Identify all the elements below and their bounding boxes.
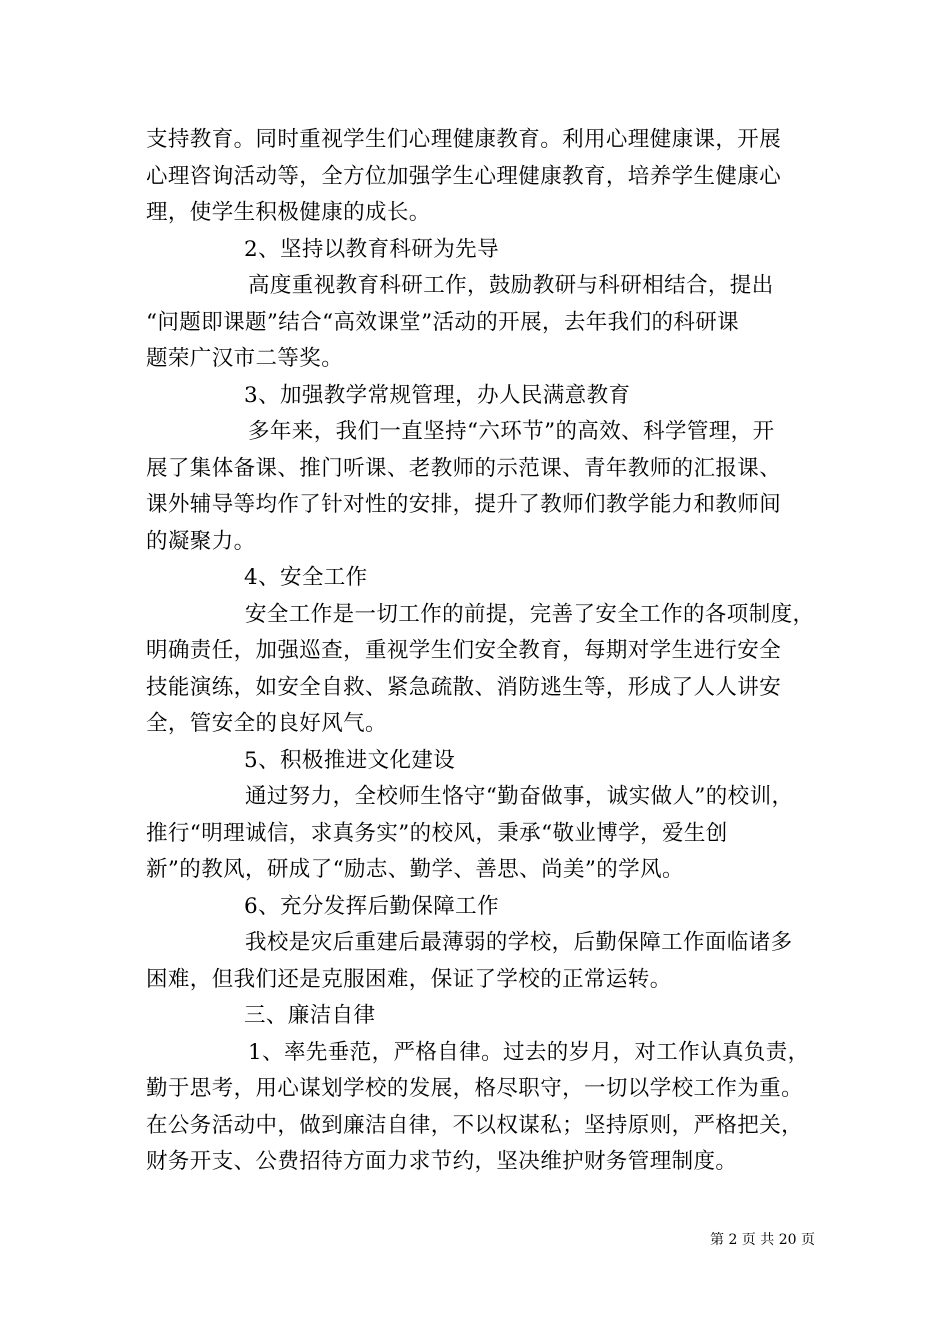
text-line: 课外辅导等均作了针对性的安排，提升了教师们教学能力和教师间 (146, 492, 782, 517)
section-heading: 三、廉洁自律 (244, 1003, 376, 1028)
text-line: 展了集体备课、推门听课、老教师的示范课、青年教师的汇报课、 (146, 456, 782, 481)
text-line: 支持教育。同时重视学生们心理健康教育。利用心理健康课，开展 (146, 127, 782, 152)
section-heading: 3、加强教学常规管理，办人民满意教育 (244, 383, 631, 408)
text-line: 推行“明理诚信，求真务实”的校风，秉承“敬业博学，爱生创 (146, 821, 728, 846)
text-line: 勤于思考，用心谋划学校的发展，格尽职守，一切以学校工作为重。 (146, 1076, 804, 1101)
section-heading: 6、充分发挥后勤保障工作 (244, 894, 499, 919)
text-line: 困难，但我们还是克服困难，保证了学校的正常运转。 (146, 967, 672, 992)
text-line: 安全工作是一切工作的前提，完善了安全工作的各项制度， (245, 602, 815, 627)
text-line: 的凝聚力。 (146, 529, 256, 554)
section-heading: 4、安全工作 (244, 565, 368, 590)
text-line: 财务开支、公费招待方面力求节约，坚决维护财务管理制度。 (146, 1149, 738, 1174)
text-line: 新”的教风，研成了“励志、勤学、善思、尚美”的学风。 (146, 857, 684, 882)
text-line: 通过努力，全校师生恪守“勤奋做事，诚实做人”的校训， (245, 784, 794, 809)
text-line: 多年来，我们一直坚持“六环节”的高效、科学管理，开 (248, 419, 775, 444)
text-line: 技能演练，如安全自救、紧急疏散、消防逃生等，形成了人人讲安 (146, 675, 782, 700)
text-line: 明确责任，加强巡查，重视学生们安全教育，每期对学生进行安全 (146, 638, 782, 663)
section-heading: 2、坚持以教育科研为先导 (244, 237, 499, 262)
section-heading: 5、积极推进文化建设 (244, 748, 456, 773)
text-line: 高度重视教育科研工作，鼓励教研与科研相结合，提出 (248, 273, 774, 298)
text-line: 题荣广汉市二等奖。 (146, 346, 344, 371)
text-line: 理，使学生积极健康的成长。 (146, 200, 431, 225)
text-line: 1、率先垂范，严格自律。过去的岁月，对工作认真负责， (248, 1040, 810, 1065)
text-line: 在公务活动中，做到廉洁自律，不以权谋私；坚持原则，严格把关， (146, 1113, 804, 1138)
page-number-footer: 第 2 页 共 20 页 (710, 1232, 815, 1248)
text-line: 我校是灾后重建后最薄弱的学校，后勤保障工作面临诸多 (245, 930, 793, 955)
text-line: 心理咨询活动等，全方位加强学生心理健康教育，培养学生健康心 (146, 164, 782, 189)
text-line: 全，管安全的良好风气。 (146, 711, 387, 736)
text-line: “问题即课题”结合“高效课堂”活动的开展，去年我们的科研课 (146, 310, 740, 335)
